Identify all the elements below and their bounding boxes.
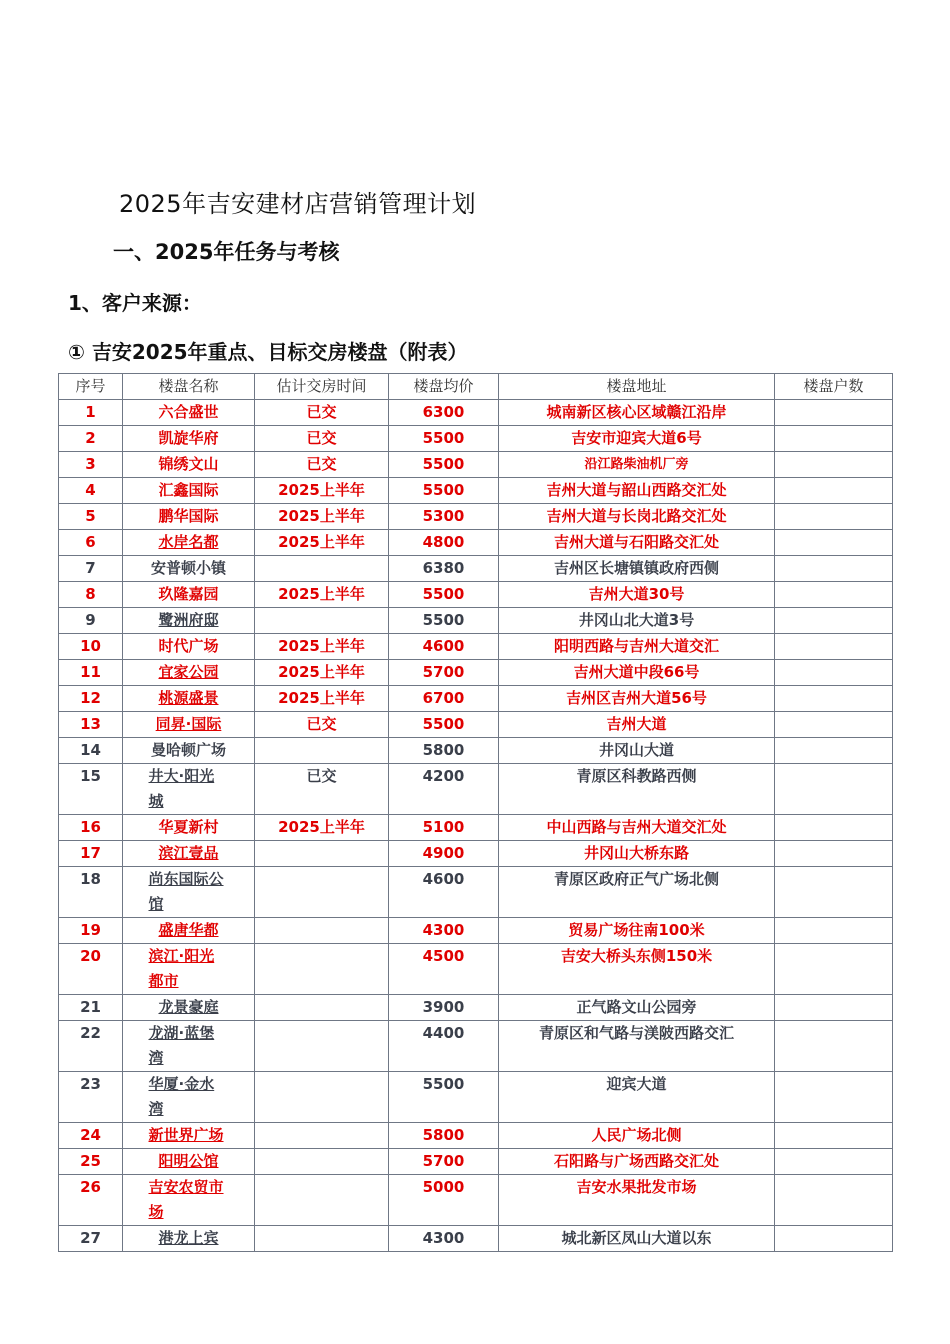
cell-time: 已交 bbox=[255, 426, 389, 452]
cell-name bbox=[123, 530, 255, 556]
cell-units bbox=[775, 918, 893, 944]
cell-address: 正气路文山公园旁 bbox=[499, 995, 775, 1021]
cell-no: 12 bbox=[59, 686, 123, 712]
cell-units bbox=[775, 1021, 893, 1072]
cell-no: 27 bbox=[59, 1226, 123, 1252]
cell-name bbox=[123, 1123, 255, 1149]
cell-address: 人民广场北侧 bbox=[499, 1123, 775, 1149]
cell-units bbox=[775, 944, 893, 995]
project-name: 鹭洲府邸 bbox=[158, 611, 219, 629]
cell-no: 24 bbox=[59, 1123, 123, 1149]
cell-price: 5500 bbox=[389, 478, 499, 504]
table-row bbox=[59, 918, 893, 944]
cell-time bbox=[255, 995, 389, 1021]
cell-units bbox=[775, 400, 893, 426]
cell-address: 阳明西路与吉州大道交汇 bbox=[499, 634, 775, 660]
cell-units bbox=[775, 582, 893, 608]
cell-price: 5100 bbox=[389, 815, 499, 841]
header-price: 楼盘均价 bbox=[389, 374, 499, 400]
cell-address: 吉州大道中段66号 bbox=[499, 660, 775, 686]
cell-no: 8 bbox=[59, 582, 123, 608]
cell-name bbox=[123, 400, 255, 426]
cell-address: 城北新区凤山大道以东 bbox=[499, 1226, 775, 1252]
cell-time: 2025上半年 bbox=[255, 530, 389, 556]
project-name: 桃源盛景 bbox=[158, 689, 219, 707]
cell-price: 3900 bbox=[389, 995, 499, 1021]
cell-no: 19 bbox=[59, 918, 123, 944]
cell-price: 5700 bbox=[389, 660, 499, 686]
table-row bbox=[59, 841, 893, 867]
cell-address: 吉州大道 bbox=[499, 712, 775, 738]
cell-price: 5800 bbox=[389, 738, 499, 764]
table-row bbox=[59, 944, 893, 995]
cell-name bbox=[123, 764, 255, 815]
cell-time: 2025上半年 bbox=[255, 686, 389, 712]
cell-units bbox=[775, 815, 893, 841]
cell-units bbox=[775, 634, 893, 660]
cell-time bbox=[255, 608, 389, 634]
cell-price: 5000 bbox=[389, 1175, 499, 1226]
project-name: 尚东国际公馆 bbox=[148, 870, 224, 913]
cell-units bbox=[775, 712, 893, 738]
cell-address: 井冈山大道 bbox=[499, 738, 775, 764]
cell-address: 吉州大道与石阳路交汇处 bbox=[499, 530, 775, 556]
header-units: 楼盘户数 bbox=[775, 374, 893, 400]
table-row bbox=[59, 1226, 893, 1252]
table-row bbox=[59, 530, 893, 556]
cell-name bbox=[123, 582, 255, 608]
cell-name bbox=[123, 1175, 255, 1226]
cell-price: 4600 bbox=[389, 867, 499, 918]
project-name: 龙湖·蓝堡湾 bbox=[148, 1024, 215, 1067]
cell-time: 2025上半年 bbox=[255, 634, 389, 660]
cell-name bbox=[123, 995, 255, 1021]
cell-units bbox=[775, 841, 893, 867]
cell-time bbox=[255, 1123, 389, 1149]
cell-name bbox=[123, 841, 255, 867]
project-name: 玖隆嘉园 bbox=[158, 585, 219, 603]
cell-time: 2025上半年 bbox=[255, 478, 389, 504]
cell-time bbox=[255, 918, 389, 944]
cell-address: 吉州区长塘镇镇政府西侧 bbox=[499, 556, 775, 582]
cell-name bbox=[123, 918, 255, 944]
cell-units bbox=[775, 504, 893, 530]
cell-time bbox=[255, 1072, 389, 1123]
header-address: 楼盘地址 bbox=[499, 374, 775, 400]
cell-no: 20 bbox=[59, 944, 123, 995]
cell-units bbox=[775, 1123, 893, 1149]
table-row bbox=[59, 400, 893, 426]
cell-no: 6 bbox=[59, 530, 123, 556]
cell-name bbox=[123, 712, 255, 738]
project-name: 六合盛世 bbox=[158, 403, 219, 421]
cell-price: 4300 bbox=[389, 1226, 499, 1252]
cell-name bbox=[123, 738, 255, 764]
cell-units bbox=[775, 1175, 893, 1226]
table-header-row bbox=[59, 374, 893, 400]
cell-name bbox=[123, 1149, 255, 1175]
cell-units bbox=[775, 608, 893, 634]
project-name: 华夏新村 bbox=[158, 818, 219, 836]
cell-address: 石阳路与广场西路交汇处 bbox=[499, 1149, 775, 1175]
cell-name bbox=[123, 686, 255, 712]
cell-no: 26 bbox=[59, 1175, 123, 1226]
cell-address: 吉州大道30号 bbox=[499, 582, 775, 608]
cell-price: 4500 bbox=[389, 944, 499, 995]
cell-no: 17 bbox=[59, 841, 123, 867]
cell-price: 6700 bbox=[389, 686, 499, 712]
project-name: 华厦·金水湾 bbox=[148, 1075, 215, 1118]
cell-units bbox=[775, 1226, 893, 1252]
cell-address: 迎宾大道 bbox=[499, 1072, 775, 1123]
cell-no: 16 bbox=[59, 815, 123, 841]
project-name: 汇鑫国际 bbox=[158, 481, 219, 499]
project-name: 凯旋华府 bbox=[158, 429, 219, 447]
cell-units bbox=[775, 1072, 893, 1123]
cell-no: 22 bbox=[59, 1021, 123, 1072]
cell-address: 吉安水果批发市场 bbox=[499, 1175, 775, 1226]
table-row bbox=[59, 1123, 893, 1149]
table-row bbox=[59, 478, 893, 504]
cell-time: 2025上半年 bbox=[255, 582, 389, 608]
cell-price: 5800 bbox=[389, 1123, 499, 1149]
header-no: 序号 bbox=[59, 374, 123, 400]
table-row bbox=[59, 1021, 893, 1072]
table-row bbox=[59, 504, 893, 530]
cell-price: 4400 bbox=[389, 1021, 499, 1072]
table-row bbox=[59, 660, 893, 686]
project-name: 新世界广场 bbox=[148, 1126, 224, 1144]
cell-no: 2 bbox=[59, 426, 123, 452]
cell-address: 青原区和气路与渼陂西路交汇 bbox=[499, 1021, 775, 1072]
cell-name bbox=[123, 660, 255, 686]
cell-time: 已交 bbox=[255, 764, 389, 815]
cell-no: 23 bbox=[59, 1072, 123, 1123]
project-name: 时代广场 bbox=[158, 637, 219, 655]
cell-no: 15 bbox=[59, 764, 123, 815]
cell-time: 已交 bbox=[255, 400, 389, 426]
header-name: 楼盘名称 bbox=[123, 374, 255, 400]
cell-units bbox=[775, 764, 893, 815]
cell-time bbox=[255, 867, 389, 918]
table-row bbox=[59, 764, 893, 815]
cell-time: 2025上半年 bbox=[255, 504, 389, 530]
cell-address: 贸易广场往南100米 bbox=[499, 918, 775, 944]
section-heading: 一、2025年任务与考核 bbox=[113, 240, 340, 264]
project-name: 水岸名都 bbox=[158, 533, 219, 551]
cell-address: 城南新区核心区域赣江沿岸 bbox=[499, 400, 775, 426]
project-name: 曼哈顿广场 bbox=[150, 741, 226, 759]
cell-name bbox=[123, 944, 255, 995]
cell-name bbox=[123, 1021, 255, 1072]
cell-price: 4800 bbox=[389, 530, 499, 556]
table-row bbox=[59, 426, 893, 452]
cell-time bbox=[255, 1226, 389, 1252]
cell-name bbox=[123, 634, 255, 660]
table-row bbox=[59, 686, 893, 712]
table-row bbox=[59, 1149, 893, 1175]
cell-price: 5500 bbox=[389, 582, 499, 608]
cell-address: 青原区政府正气广场北侧 bbox=[499, 867, 775, 918]
cell-time bbox=[255, 1149, 389, 1175]
cell-price: 6380 bbox=[389, 556, 499, 582]
project-name: 滨江壹品 bbox=[158, 844, 219, 862]
cell-price: 4300 bbox=[389, 918, 499, 944]
cell-time: 2025上半年 bbox=[255, 660, 389, 686]
table-row bbox=[59, 1175, 893, 1226]
cell-name bbox=[123, 1072, 255, 1123]
cell-price: 4900 bbox=[389, 841, 499, 867]
table-row bbox=[59, 815, 893, 841]
cell-no: 14 bbox=[59, 738, 123, 764]
project-name: 宜家公园 bbox=[158, 663, 219, 681]
cell-time: 2025上半年 bbox=[255, 815, 389, 841]
cell-time bbox=[255, 841, 389, 867]
cell-time bbox=[255, 738, 389, 764]
project-name: 鹏华国际 bbox=[158, 507, 219, 525]
cell-no: 21 bbox=[59, 995, 123, 1021]
project-name: 井大·阳光城 bbox=[148, 767, 215, 810]
table-row bbox=[59, 452, 893, 478]
cell-name bbox=[123, 452, 255, 478]
cell-no: 18 bbox=[59, 867, 123, 918]
cell-units bbox=[775, 530, 893, 556]
project-name: 港龙上宾 bbox=[158, 1229, 219, 1247]
cell-address: 吉州区吉州大道56号 bbox=[499, 686, 775, 712]
cell-price: 5500 bbox=[389, 1072, 499, 1123]
cell-price: 5500 bbox=[389, 712, 499, 738]
table-row bbox=[59, 582, 893, 608]
projects-table bbox=[58, 373, 893, 1252]
cell-price: 5700 bbox=[389, 1149, 499, 1175]
cell-name bbox=[123, 608, 255, 634]
cell-no: 25 bbox=[59, 1149, 123, 1175]
table-row bbox=[59, 608, 893, 634]
cell-price: 4600 bbox=[389, 634, 499, 660]
cell-time bbox=[255, 1175, 389, 1226]
cell-name bbox=[123, 504, 255, 530]
table-row bbox=[59, 867, 893, 918]
project-name: 阳明公馆 bbox=[158, 1152, 219, 1170]
cell-name bbox=[123, 478, 255, 504]
project-name: 锦绣文山 bbox=[158, 455, 219, 473]
document-title: 2025年吉安建材店营销管理计划 bbox=[119, 190, 477, 218]
cell-units bbox=[775, 478, 893, 504]
cell-time bbox=[255, 944, 389, 995]
cell-address: 沿江路柴油机厂旁 bbox=[499, 452, 775, 478]
cell-units bbox=[775, 686, 893, 712]
cell-address: 井冈山大桥东路 bbox=[499, 841, 775, 867]
cell-units bbox=[775, 1149, 893, 1175]
cell-name bbox=[123, 867, 255, 918]
table-caption: ① 吉安2025年重点、目标交房楼盘（附表） bbox=[68, 340, 468, 364]
project-name: 龙景豪庭 bbox=[158, 998, 219, 1016]
table-row bbox=[59, 556, 893, 582]
cell-address: 吉州大道与长岗北路交汇处 bbox=[499, 504, 775, 530]
cell-no: 1 bbox=[59, 400, 123, 426]
table-row bbox=[59, 738, 893, 764]
cell-name bbox=[123, 815, 255, 841]
table-row bbox=[59, 1072, 893, 1123]
cell-no: 4 bbox=[59, 478, 123, 504]
table-row bbox=[59, 634, 893, 660]
cell-address: 中山西路与吉州大道交汇处 bbox=[499, 815, 775, 841]
cell-time bbox=[255, 556, 389, 582]
subsection-heading: 1、客户来源： bbox=[68, 291, 202, 315]
cell-no: 11 bbox=[59, 660, 123, 686]
table-row bbox=[59, 995, 893, 1021]
cell-address: 吉州大道与韶山西路交汇处 bbox=[499, 478, 775, 504]
cell-address: 吉安市迎宾大道6号 bbox=[499, 426, 775, 452]
cell-time: 已交 bbox=[255, 452, 389, 478]
cell-time bbox=[255, 1021, 389, 1072]
project-name: 吉安农贸市场 bbox=[148, 1178, 224, 1221]
cell-address: 青原区科教路西侧 bbox=[499, 764, 775, 815]
project-name: 安普顿小镇 bbox=[150, 559, 226, 577]
cell-price: 4200 bbox=[389, 764, 499, 815]
cell-units bbox=[775, 738, 893, 764]
cell-price: 5500 bbox=[389, 426, 499, 452]
project-name: 同昇·国际 bbox=[155, 715, 222, 733]
cell-no: 7 bbox=[59, 556, 123, 582]
cell-no: 13 bbox=[59, 712, 123, 738]
cell-address: 吉安大桥头东侧150米 bbox=[499, 944, 775, 995]
cell-no: 5 bbox=[59, 504, 123, 530]
table-row bbox=[59, 712, 893, 738]
project-name: 滨江·阳光都市 bbox=[148, 947, 215, 990]
cell-name bbox=[123, 426, 255, 452]
cell-name bbox=[123, 556, 255, 582]
cell-units bbox=[775, 556, 893, 582]
cell-price: 5500 bbox=[389, 452, 499, 478]
cell-units bbox=[775, 426, 893, 452]
cell-address: 井冈山北大道3号 bbox=[499, 608, 775, 634]
cell-name bbox=[123, 1226, 255, 1252]
cell-no: 3 bbox=[59, 452, 123, 478]
cell-units bbox=[775, 660, 893, 686]
cell-time: 已交 bbox=[255, 712, 389, 738]
cell-price: 6300 bbox=[389, 400, 499, 426]
header-time: 估计交房时间 bbox=[255, 374, 389, 400]
cell-units bbox=[775, 995, 893, 1021]
cell-price: 5500 bbox=[389, 608, 499, 634]
cell-price: 5300 bbox=[389, 504, 499, 530]
cell-units bbox=[775, 452, 893, 478]
cell-units bbox=[775, 867, 893, 918]
cell-no: 9 bbox=[59, 608, 123, 634]
cell-no: 10 bbox=[59, 634, 123, 660]
project-name: 盛唐华都 bbox=[158, 921, 219, 939]
